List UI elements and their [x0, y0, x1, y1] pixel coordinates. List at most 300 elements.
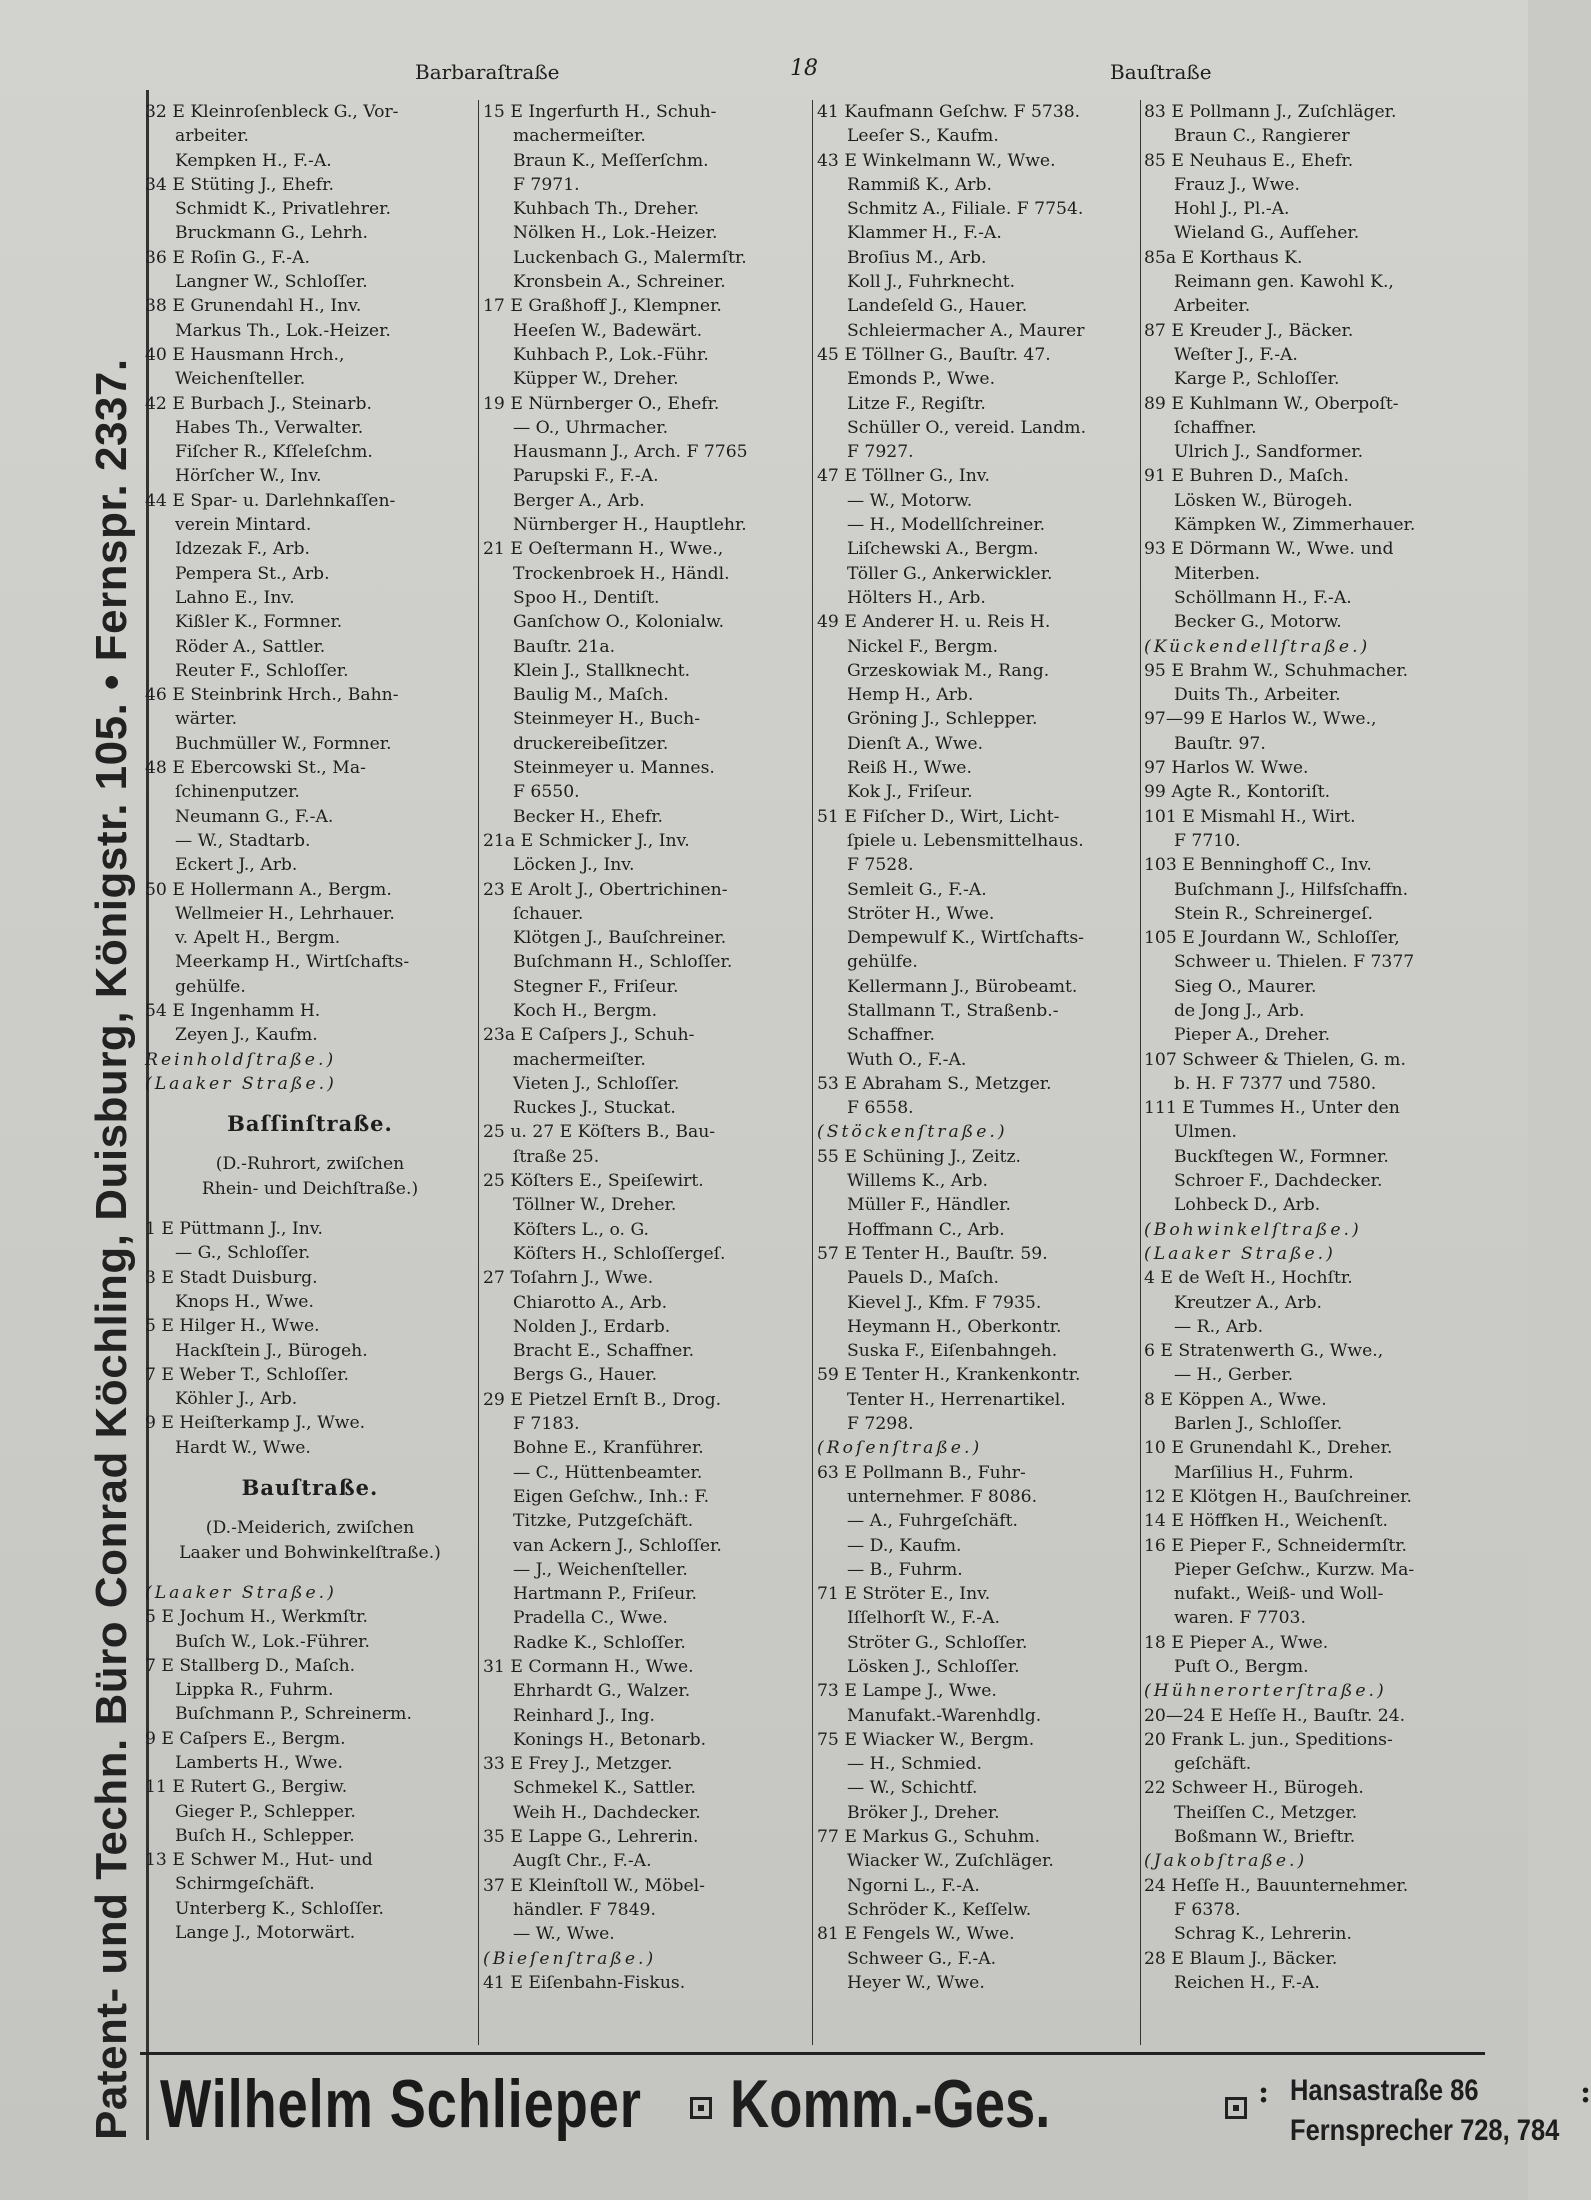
entry-line: Schüller O., vereid. Landm. — [847, 417, 1087, 438]
header-left-street: Barbaraſtraße — [415, 60, 560, 84]
entry-line: — J., Weichenſteller. — [513, 1559, 688, 1580]
cross-street-line: (Laaker Straße.) — [145, 1073, 337, 1094]
entry-line: ſchauer. — [513, 903, 584, 924]
entry-line: Buſchmann J., Hilfsſchaffn. — [1174, 879, 1409, 900]
column-4 — [1144, 100, 1484, 2050]
page-number: 18 — [790, 56, 818, 81]
entry-line: Titzke, Putzgeſchäft. — [513, 1511, 694, 1532]
entry-line: Kämpken W., Zimmerhauer. — [1174, 515, 1416, 536]
entry-line: 97 Harlos W. Wwe. — [1144, 758, 1309, 779]
entry-line: de Jong J., Arb. — [1174, 1000, 1305, 1021]
entry-line: ſchinenputzer. — [175, 782, 300, 803]
entry-line: Hemp H., Arb. — [847, 685, 974, 706]
entry-line: 49 E Anderer H. u. Reis H. — [817, 612, 1051, 633]
entry-line: — W., Wwe. — [513, 1924, 615, 1945]
entry-line: Braun C., Rangierer — [1174, 126, 1350, 147]
entry-line: geſchäft. — [1174, 1754, 1252, 1775]
entry-line: Steinmeyer u. Mannes. — [513, 758, 715, 779]
entry-line: Markus Th., Lok.-Heizer. — [175, 320, 391, 341]
entry-line: 3 E Stadt Duisburg. — [145, 1267, 318, 1288]
entry-line: Idzezak F., Arb. — [175, 539, 310, 560]
section-spacer — [145, 1460, 475, 1476]
entry-line: Koch H., Bergm. — [513, 1000, 658, 1021]
entry-line: 1 E Püttmann J., Inv. — [145, 1219, 323, 1240]
entry-line: Pieper A., Dreher. — [1174, 1025, 1331, 1046]
entry-line: Röder A., Sattler. — [175, 636, 326, 657]
entry-line: 93 E Dörmann W., Wwe. und — [1144, 539, 1394, 560]
entry-line: Müller F., Händler. — [847, 1195, 1011, 1216]
section-spacer — [145, 1565, 475, 1581]
entry-line: 95 E Brahm W., Schuhmacher. — [1144, 660, 1409, 681]
entry-line: Reichen H., F.-A. — [1174, 1972, 1320, 1993]
entry-line: 53 E Abraham S., Metzger. — [817, 1073, 1052, 1094]
entry-line: Schirmgeſchäft. — [175, 1874, 315, 1895]
entry-line: Schöllmann H., F.-A. — [1174, 587, 1352, 608]
cross-street-line: (Bieſenſtraße.) — [483, 1948, 657, 1969]
entry-line: b. H. F 7377 und 7580. — [1174, 1073, 1377, 1094]
entry-line: Buſch H., Schlepper. — [175, 1825, 355, 1846]
entry-line: Miterben. — [1174, 563, 1261, 584]
entry-line: Pieper Geſchw., Kurzw. Ma- — [1174, 1559, 1415, 1580]
entry-line: van Ackern J., Schloſſer. — [513, 1535, 722, 1556]
entry-line: 87 E Kreuder J., Bäcker. — [1144, 320, 1354, 341]
entry-line: 25 Köſters E., Speiſewirt. — [483, 1171, 704, 1192]
colon-ornament: : — [1580, 2075, 1591, 2110]
entry-line: Hohl J., Pl.-A. — [1174, 199, 1290, 220]
entry-line: Koll J., Fuhrknecht. — [847, 272, 1016, 293]
entry-line: Schweer G., F.-A. — [847, 1948, 997, 1969]
entry-line: Kißler K., Formner. — [175, 612, 343, 633]
entry-line: 111 E Tummes H., Unter den — [1144, 1098, 1400, 1119]
column-2 — [483, 100, 808, 2050]
entry-line: 6 E Stratenwerth G., Wwe., — [1144, 1341, 1384, 1362]
entry-line: Küpper W., Dreher. — [513, 369, 679, 390]
entry-line: Nolden J., Erdarb. — [513, 1316, 671, 1337]
cross-street-line: (Kückendellſtraße.) — [1144, 636, 1371, 657]
entry-line: Karge P., Schloſſer. — [1174, 369, 1340, 390]
entry-line: 19 E Nürnberger O., Ehefr. — [483, 393, 720, 414]
entry-line: Lippka R., Fuhrm. — [175, 1680, 334, 1701]
cross-street-line: (Stöckenſtraße.) — [817, 1122, 1008, 1143]
entry-line: Hoffmann C., Arb. — [847, 1219, 1005, 1240]
entry-line: 17 E Graßhoff J., Klempner. — [483, 296, 722, 317]
entry-line: Schweer u. Thielen. F 7377 — [1174, 952, 1415, 973]
entry-line: 34 E Stüting J., Ehefr. — [145, 174, 334, 195]
entry-line: Gröning J., Schlepper. — [847, 709, 1038, 730]
entry-line: Löcken J., Inv. — [513, 855, 635, 876]
entry-line: Radke K., Schloſſer. — [513, 1632, 686, 1653]
entry-line: Knops H., Wwe. — [175, 1291, 314, 1312]
entry-line: 55 E Schüning J., Zeitz. — [817, 1146, 1021, 1167]
entry-line: 5 E Jochum H., Werkmſtr. — [145, 1607, 368, 1628]
entry-line: 18 E Pieper A., Wwe. — [1144, 1632, 1329, 1653]
entry-line: Lösken J., Schloſſer. — [847, 1657, 1020, 1677]
cross-street-line: (Roſenſtraße.) — [817, 1438, 983, 1459]
entry-line: Grzeskowiak M., Rang. — [847, 660, 1050, 681]
entry-line: Köſters H., Schloſſergeſ. — [513, 1243, 726, 1264]
entry-line: Heymann H., Oberkontr. — [847, 1316, 1062, 1337]
colon-ornament: : — [1258, 2075, 1270, 2110]
entry-line: 29 E Pietzel Ernſt B., Drog. — [483, 1389, 722, 1410]
entry-line: 41 Kaufmann Geſchw. F 5738. — [817, 102, 1081, 122]
entry-line: Hackſtein J., Bürogeh. — [175, 1340, 368, 1361]
column-divider — [812, 100, 813, 2045]
entry-line: 38 E Grunendahl H., Inv. — [145, 296, 362, 317]
entry-line: Hörſcher W., Inv. — [175, 466, 322, 487]
entry-line: Lösken W., Bürogeh. — [1174, 490, 1353, 511]
street-note: (D.-Meiderich, zwiſchen — [205, 1518, 415, 1539]
page-header — [140, 56, 1480, 96]
entry-line: 21a E Schmicker J., Inv. — [483, 830, 690, 851]
entry-line: 101 E Mismahl H., Wirt. — [1144, 806, 1356, 827]
side-advertisement: Patent- und Techn. Büro Conrad Köchling, Duisburg, Königstr. 105. • Fernspr. 2337. — [78, 90, 149, 2140]
entry-line: F 7971. — [513, 174, 580, 195]
entry-line: 20—24 E Heſſe H., Bauſtr. 24. — [1144, 1705, 1406, 1726]
entry-line: Eckert J., Arb. — [175, 855, 298, 876]
entry-line: Kievel J., Kfm. F 7935. — [847, 1292, 1042, 1313]
entry-line: Bergs G., Hauer. — [513, 1365, 658, 1386]
entry-line: Schleiermacher A., Maurer — [847, 320, 1085, 341]
entry-line: Kempken H., F.-A. — [175, 150, 332, 171]
entry-line: Weichenſteller. — [175, 369, 306, 390]
entry-line: Nürnberger H., Hauptlehr. — [513, 515, 747, 536]
entry-line: 32 E Kleinroſenbleck G., Vor- — [145, 102, 399, 122]
entry-line: Bohne E., Kranführer. — [513, 1438, 704, 1459]
entry-line: Langner W., Schloſſer. — [175, 272, 368, 293]
entry-line: Bracht E., Schaffner. — [513, 1341, 695, 1362]
entry-line: Frauz J., Wwe. — [1174, 174, 1300, 195]
entry-line: — H., Modellſchreiner. — [847, 515, 1046, 536]
entry-line: 10 E Grunendahl K., Dreher. — [1144, 1438, 1393, 1459]
entry-line: 89 E Kuhlmann W., Oberpoſt- — [1144, 393, 1399, 414]
entry-line: Lamberts H., Wwe. — [175, 1753, 343, 1773]
entry-line: Buſch W., Lok.-Führer. — [175, 1631, 370, 1652]
entry-line: 22 Schweer H., Bürogeh. — [1144, 1778, 1364, 1799]
entry-line: F 6378. — [1174, 1899, 1241, 1920]
entry-line: Klötgen J., Bauſchreiner. — [513, 928, 727, 949]
entry-line: Ulrich J., Sandformer. — [1174, 442, 1364, 463]
entry-line: Buſchmann P., Schreinerm. — [175, 1704, 412, 1725]
footer-advertisement — [140, 2052, 1591, 2165]
entry-line: 83 E Pollmann J., Zuſchläger. — [1144, 102, 1397, 122]
entry-line: — H., Schmied. — [847, 1754, 982, 1775]
entry-line: F 7298. — [847, 1414, 914, 1435]
entry-line: unternehmer. F 8086. — [847, 1486, 1038, 1507]
entry-line: Berger A., Arb. — [513, 490, 645, 511]
entry-line: Iſſelhorſt W., F.-A. — [847, 1608, 1000, 1629]
entry-line: Töllner W., Dreher. — [513, 1195, 677, 1216]
entry-line: 59 E Tenter H., Krankenkontr. — [817, 1365, 1081, 1386]
square-ornament-icon — [690, 2097, 712, 2119]
entry-line: Spoo H., Dentiſt. — [513, 587, 660, 608]
entry-line: 73 E Lampe J., Wwe. — [817, 1681, 997, 1702]
entry-line: Ströter H., Wwe. — [847, 903, 995, 924]
entry-line: F 6550. — [513, 782, 580, 803]
cross-street-line: Reinholdſtraße.) — [145, 1049, 337, 1070]
company-name: Wilhelm Schlieper — [160, 2066, 642, 2142]
street-heading: Baſſinſtraße. — [227, 1111, 393, 1137]
entry-line: 7 E Weber T., Schloſſer. — [145, 1364, 350, 1385]
entry-line: Konings H., Betonarb. — [513, 1729, 707, 1750]
entry-line: Reinhard J., Ing. — [513, 1705, 655, 1726]
entry-line: Heeſen W., Badewärt. — [513, 320, 703, 341]
entry-line: 21 E Oeſtermann H., Wwe., — [483, 539, 724, 560]
street-note: Rhein- und Deichſtraße.) — [201, 1178, 419, 1199]
entry-line: 14 E Höffken H., Weichenſt. — [1144, 1511, 1388, 1532]
entry-line: 8 E Köppen A., Wwe. — [1144, 1389, 1327, 1410]
section-spacer — [145, 1500, 475, 1516]
entry-line: Töller G., Ankerwickler. — [847, 563, 1053, 584]
section-spacer — [145, 1096, 475, 1112]
entry-line: Hartmann P., Friſeur. — [513, 1584, 698, 1605]
entry-line: Pempera St., Arb. — [175, 563, 330, 584]
entry-line: Bauſtr. 21a. — [513, 636, 616, 657]
entry-line: Unterberg K., Schloſſer. — [175, 1898, 384, 1919]
entry-line: Becker G., Motorw. — [1174, 612, 1342, 633]
entry-line: Weih H., Dachdecker. — [513, 1802, 701, 1823]
entry-line: 54 E Ingenhamm H. — [145, 1000, 321, 1021]
entry-line: ſtraße 25. — [513, 1146, 600, 1167]
entry-line: Lange J., Motorwärt. — [175, 1923, 356, 1944]
entry-line: 105 E Jourdann W., Schloſſer, — [1144, 928, 1400, 949]
street-note: Laaker und Bohwinkelſtraße.) — [179, 1542, 441, 1563]
entry-line: Kuhbach Th., Dreher. — [513, 199, 700, 220]
entry-line: Ulmen. — [1174, 1122, 1237, 1143]
entry-line: Klammer H., F.-A. — [847, 223, 1002, 244]
entry-line: Wieland G., Aufſeher. — [1174, 223, 1360, 244]
entry-line: Wiacker W., Zuſchläger. — [847, 1851, 1054, 1872]
entry-line: Schmidt K., Privatlehrer. — [175, 199, 391, 220]
entry-line: 24 Heſſe H., Bauunternehmer. — [1144, 1875, 1409, 1896]
entry-line: 99 Agte R., Kontoriſt. — [1144, 782, 1331, 803]
entry-line: 63 E Pollmann B., Fuhr- — [817, 1462, 1026, 1483]
entry-line: 23a E Caſpers J., Schuh- — [483, 1025, 695, 1046]
entry-line: — W., Motorw. — [847, 490, 973, 511]
entry-line: Pauels D., Maſch. — [847, 1268, 999, 1289]
square-ornament-icon — [1225, 2097, 1247, 2119]
entry-line: Landeſeld G., Hauer. — [847, 296, 1028, 317]
entry-line: Bröker J., Dreher. — [847, 1802, 1000, 1823]
entry-line: Becker H., Ehefr. — [513, 806, 664, 827]
entry-line: F 6558. — [847, 1098, 914, 1119]
entry-line: Klein J., Stallknecht. — [513, 660, 691, 681]
entry-line: Schrag K., Lehrerin. — [1174, 1924, 1352, 1945]
entry-line: Fiſcher R., Kſſeleſchm. — [175, 442, 373, 463]
entry-line: 23 E Arolt J., Obertrichinen- — [483, 879, 728, 900]
entry-line: Augſt Chr., F.-A. — [513, 1851, 652, 1872]
entry-line: — A., Fuhrgeſchäft. — [847, 1511, 1018, 1532]
entry-line: Zeyen J., Kaufm. — [175, 1025, 318, 1046]
entry-line: 25 u. 27 E Köſters B., Bau- — [483, 1122, 716, 1143]
entry-line: Liſchewski A., Bergm. — [847, 539, 1039, 560]
entry-line: Bauſtr. 97. — [1174, 733, 1266, 754]
entry-line: — D., Kaufm. — [847, 1535, 962, 1556]
entry-line: Bruckmann G., Lehrh. — [175, 223, 369, 244]
entry-line: 5 E Hilger H., Wwe. — [145, 1316, 320, 1337]
entry-line: Steinmeyer H., Buch- — [513, 709, 701, 730]
entry-line: — O., Uhrmacher. — [513, 417, 669, 438]
entry-line: 71 E Ströter E., Inv. — [817, 1584, 991, 1605]
entry-line: v. Apelt H., Bergm. — [175, 928, 341, 949]
entry-line: — R., Arb. — [1174, 1316, 1264, 1337]
entry-line: arbeiter. — [175, 126, 250, 147]
entry-line: Arbeiter. — [1174, 296, 1251, 317]
entry-line: Boßmann W., Brieftr. — [1174, 1827, 1356, 1848]
entry-line: Ströter G., Schloſſer. — [847, 1632, 1028, 1653]
entry-line: Schaffner. — [847, 1025, 935, 1046]
column-3 — [817, 100, 1137, 2050]
entry-line: Habes Th., Verwalter. — [175, 417, 364, 438]
entry-line: Willems K., Arb. — [847, 1171, 988, 1192]
column-1 — [145, 100, 475, 2050]
entry-line: Reuter F., Schloſſer. — [175, 660, 349, 681]
entry-line: 35 E Lappe G., Lehrerin. — [483, 1827, 699, 1848]
entry-line: wärter. — [175, 709, 238, 730]
cross-street-line: (Hühnerorterſtraße.) — [1144, 1681, 1387, 1702]
entry-line: Kuhbach P., Lok.-Führ. — [513, 344, 709, 365]
entry-line: Emonds P., Wwe. — [847, 369, 996, 390]
entry-line: Hölters H., Arb. — [847, 587, 986, 608]
entry-line: — W., Stadtarb. — [175, 830, 311, 851]
entry-line: 16 E Pieper F., Schneidermſtr. — [1144, 1535, 1408, 1556]
entry-line: Broſius M., Arb. — [847, 247, 987, 268]
entry-line: 44 E Spar- u. Darlehnkaſſen- — [145, 490, 396, 511]
entry-line: 77 E Markus G., Schuhm. — [817, 1827, 1041, 1848]
entry-line: 36 E Roſin G., F.-A. — [145, 247, 310, 268]
section-spacer — [145, 1201, 475, 1217]
entry-line: 20 Frank L. jun., Speditions- — [1144, 1729, 1393, 1750]
entry-line: Buchmüller W., Formner. — [175, 733, 392, 754]
street-note: (D.-Ruhrort, zwiſchen — [215, 1154, 405, 1175]
entry-line: Semleit G., F.-A. — [847, 879, 987, 900]
entry-line: — W., Schichtf. — [847, 1778, 978, 1799]
entry-line: Duits Th., Arbeiter. — [1174, 685, 1341, 706]
entry-line: 57 E Tenter H., Bauſtr. 59. — [817, 1243, 1048, 1264]
entry-line: Schmitz A., Filiale. F 7754. — [847, 199, 1084, 220]
entry-line: Weſter J., F.-A. — [1174, 344, 1298, 365]
entry-line: 47 E Töllner G., Inv. — [817, 466, 990, 487]
entry-line: waren. F 7703. — [1174, 1608, 1306, 1629]
entry-line: F 7183. — [513, 1414, 580, 1435]
entry-line: Wellmeier H., Lehrhauer. — [175, 903, 395, 924]
entry-line: Stallmann T., Straßenb.- — [847, 1000, 1059, 1021]
entry-line: ſpiele u. Lebensmittelhaus. — [847, 830, 1084, 851]
entry-line: Stegner F., Friſeur. — [513, 976, 679, 997]
entry-line: 4 E de Weſt H., Hochſtr. — [1144, 1268, 1353, 1289]
entry-line: Köhler J., Arb. — [175, 1389, 298, 1410]
entry-line: machermeiſter. — [513, 126, 646, 147]
entry-line: Neumann G., F.-A. — [175, 806, 334, 827]
entry-line: Ngorni L., F.-A. — [847, 1875, 980, 1896]
entry-line: 50 E Hollermann A., Bergm. — [145, 879, 392, 900]
entry-line: Lohbeck D., Arb. — [1174, 1195, 1321, 1216]
entry-line: Trockenbroek H., Händl. — [513, 563, 730, 584]
entry-line: 46 E Steinbrink Hrch., Bahn- — [145, 685, 399, 706]
entry-line: Luckenbach G., Malermſtr. — [513, 247, 747, 268]
entry-line: 9 E Heiſterkamp J., Wwe. — [145, 1413, 366, 1434]
entry-line: Manufakt.-Warenhdlg. — [847, 1705, 1042, 1726]
entry-line: 37 E Kleinſtoll W., Möbel- — [483, 1875, 705, 1896]
company-phone: Fernsprecher 728, 784 — [1290, 2114, 1560, 2147]
header-right-street: Bauſtraße — [1110, 60, 1212, 84]
entry-line: machermeiſter. — [513, 1049, 646, 1070]
cross-street-line: (Bohwinkelſtraße.) — [1144, 1219, 1362, 1240]
entry-line: Kronsbein A., Schreiner. — [513, 272, 726, 293]
entry-line: Litze F., Regiſtr. — [847, 393, 986, 414]
entry-line: Braun K., Meſſerſchm. — [513, 150, 709, 171]
entry-line: 13 E Schwer M., Hut- und — [145, 1850, 373, 1871]
entry-line: Lahno E., Inv. — [175, 587, 295, 608]
entry-line: 75 E Wiacker W., Bergm. — [817, 1729, 1035, 1750]
entry-line: 91 E Buhren D., Maſch. — [1144, 466, 1349, 487]
column-divider — [1140, 100, 1141, 2045]
entry-line: Vieten J., Schloſſer. — [513, 1073, 680, 1094]
entry-line: Dempewulf K., Wirtſchafts- — [847, 928, 1084, 949]
entry-line: 97—99 E Harlos W., Wwe., — [1144, 709, 1377, 730]
entry-line: 28 E Blaum J., Bäcker. — [1144, 1948, 1338, 1969]
entry-line: verein Mintard. — [175, 515, 312, 536]
entry-line: — B., Fuhrm. — [847, 1559, 963, 1580]
entry-line: 41 E Eiſenbahn-Fiskus. — [483, 1972, 686, 1993]
entry-line: Nölken H., Lok.-Heizer. — [513, 223, 718, 244]
entry-line: Marſilius H., Fuhrm. — [1174, 1462, 1354, 1483]
entry-line: Dienſt A., Wwe. — [847, 733, 984, 754]
entry-line: 27 Toſahrn J., Wwe. — [483, 1268, 654, 1289]
entry-line: Leeſer S., Kaufm. — [847, 126, 999, 147]
entry-line: — G., Schloſſer. — [175, 1243, 311, 1264]
entry-line: 81 E Fengels W., Wwe. — [817, 1924, 1015, 1945]
entry-line: 107 Schweer & Thielen, G. m. — [1144, 1049, 1406, 1070]
entry-line: Barlen J., Schloſſer. — [1174, 1414, 1343, 1435]
company-address: Hansastraße 86 — [1290, 2074, 1479, 2107]
entry-line: Schröder K., Keſſelw. — [847, 1899, 1032, 1920]
company-contact — [1290, 2071, 1559, 2151]
entry-line: Hardt W., Wwe. — [175, 1437, 311, 1458]
entry-line: 42 E Burbach J., Steinarb. — [145, 393, 372, 414]
entry-line: 48 E Ebercowski St., Ma- — [145, 758, 366, 779]
entry-line: Suska F., Eiſenbahngeh. — [847, 1341, 1058, 1362]
entry-line: Schroer F., Dachdecker. — [1174, 1171, 1383, 1192]
entry-line: Gieger P., Schlepper. — [175, 1801, 356, 1822]
entry-line: Tenter H., Herrenartikel. — [847, 1389, 1066, 1410]
entry-line: Ehrhardt G., Walzer. — [513, 1681, 691, 1702]
entry-line: 9 E Caſpers E., Bergm. — [145, 1728, 346, 1749]
entry-line: Schmekel K., Sattler. — [513, 1778, 697, 1799]
entry-line: gehülfe. — [175, 976, 246, 997]
entry-line: Buſchmann H., Schloſſer. — [513, 952, 733, 973]
cross-street-line: (Jakobſtraße.) — [1144, 1851, 1308, 1872]
entry-line: Ruckes J., Stuckat. — [513, 1098, 676, 1119]
entry-line: Chiarotto A., Arb. — [513, 1292, 668, 1313]
entry-line: Meerkamp H., Wirtſchafts- — [175, 952, 410, 973]
entry-line: Nickel F., Bergm. — [847, 636, 999, 657]
entry-line: 33 E Frey J., Metzger. — [483, 1754, 673, 1775]
entry-line: Kellermann J., Bürobeamt. — [847, 976, 1078, 997]
entry-line: 15 E Ingerfurth H., Schuh- — [483, 102, 717, 122]
cross-street-line: (Laaker Straße.) — [1144, 1243, 1336, 1264]
column-divider — [478, 100, 479, 2045]
entry-line: Parupski F., F.-A. — [513, 466, 659, 487]
entry-line: F 7927. — [847, 442, 914, 463]
entry-line: 31 E Cormann H., Wwe. — [483, 1657, 694, 1677]
entry-line: ſchaffner. — [1174, 417, 1257, 438]
entry-line: 51 E Fiſcher D., Wirt, Licht- — [817, 806, 1060, 827]
entry-line: 12 E Klötgen H., Bauſchreiner. — [1144, 1486, 1412, 1507]
entry-line: Puſt O., Bergm. — [1174, 1657, 1309, 1677]
entry-line: gehülfe. — [847, 952, 918, 973]
entry-line: 11 E Rutert G., Bergiw. — [145, 1777, 348, 1798]
entry-line: 85 E Neuhaus E., Ehefr. — [1144, 150, 1354, 171]
